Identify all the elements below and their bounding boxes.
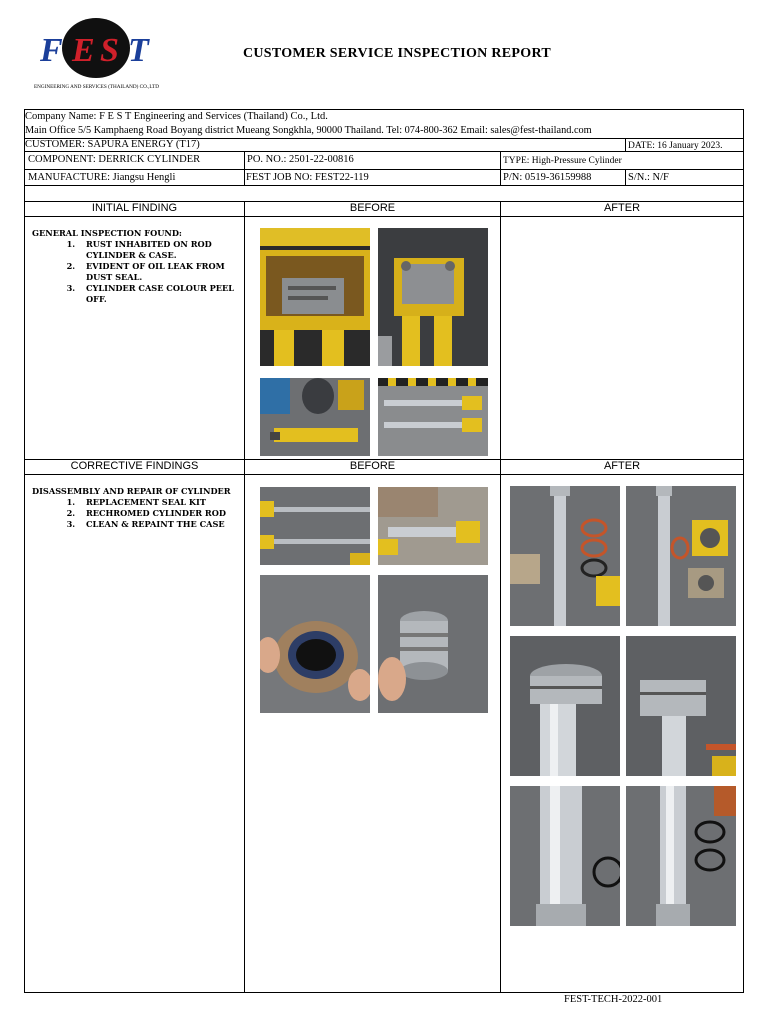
initial-after-header: AFTER [603,202,641,214]
col-divider [625,169,626,185]
svg-text:T: T [128,32,149,69]
row-divider [25,216,743,217]
photo-rod-and-seal-kit [510,486,620,626]
col-divider [625,138,626,151]
corrective-findings-heading: DISASSEMBLY AND REPAIR OF CYLINDER [32,486,231,496]
photo-cylinders-on-floor [378,378,488,456]
photo-cylinder-on-bench [378,487,488,565]
row-divider [25,169,743,170]
photo-rusty-cylinder-case [260,228,370,366]
serial-number-field: S/N.: N/F [628,172,669,183]
photo-rechromed-rod-top [510,636,620,776]
row-divider [25,185,743,186]
job-number-field: FEST JOB NO: FEST22-119 [246,172,369,183]
po-number-field: PO. NO.: 2501-22-00816 [247,154,354,165]
initial-findings-list [32,228,240,305]
report-table [24,109,744,993]
row-divider [25,474,743,475]
list-item: 2. RECHROMED CYLINDER ROD [78,508,244,519]
type-field: TYPE: High-Pressure Cylinder [503,156,622,166]
company-address: Main Office 5/5 Kamphaeng Road Boyang district Mueang Songkhla, 90000 Thailand. Tel: 074-800-362 Email: sales@fest-thailand.com [25,125,592,136]
photo-cylinder-head-mount [378,228,488,366]
list-item: 2. EVIDENT OF OIL LEAK FROM DUST SEAL. [78,261,240,283]
list-item: 1. RUST INHABITED ON ROD CYLINDER & CASE. [78,239,240,261]
company-name: Company Name: F E S T Engineering and Services (Thailand) Co., Ltd. [25,111,328,122]
report-title: CUSTOMER SERVICE INSPECTION REPORT [242,46,552,61]
photo-disassembled-rods [260,487,370,565]
manufacture-field: MANUFACTURE: Jiangsu Hengli [28,172,176,183]
initial-before-header: BEFORE [349,202,396,214]
list-item: 3. CYLINDER CASE COLOUR PEEL OFF. [78,283,240,305]
document-code: FEST-TECH-2022-001 [564,994,663,1005]
svg-text:ENGINEERING AND SERVICES (THAI: ENGINEERING AND SERVICES (THAILAND) CO.,LTD [34,84,160,90]
col-divider [244,201,245,993]
photo-gland-seal [260,575,370,713]
corrective-after-header: AFTER [603,460,641,472]
photo-rod-and-flanges [626,486,736,626]
part-number-field: P/N: 0519-36159988 [503,172,592,183]
col-divider [244,151,245,185]
component-field: COMPONENT: DERRICK CYLINDER [28,154,201,165]
photo-rod-threaded-end [510,786,620,926]
list-item: 1. REPLACEMENT SEAL KIT [78,497,244,508]
photo-rod-with-seals [626,786,736,926]
photo-piston-head [378,575,488,713]
svg-text:F: F [40,32,69,69]
customer-field: CUSTOMER: SAPURA ENERGY (T17) [25,139,200,150]
col-divider [500,151,501,185]
corrective-findings-list [32,486,244,530]
list-item: 3. CLEAN & REPAINT THE CASE [78,519,244,530]
photo-rechromed-piston [626,636,736,776]
corrective-before-header: BEFORE [349,460,396,472]
initial-finding-header: INITIAL FINDING [91,202,178,214]
svg-text:S: S [100,32,119,69]
report-date: DATE: 16 January 2023. [628,141,723,151]
svg-text:E: E [72,32,95,69]
initial-findings-heading: GENERAL INSPECTION FOUND: [32,228,182,238]
col-divider [500,201,501,993]
corrective-findings-header: CORRECTIVE FINDINGS [70,460,199,472]
photo-cylinder-assembly [260,378,370,456]
